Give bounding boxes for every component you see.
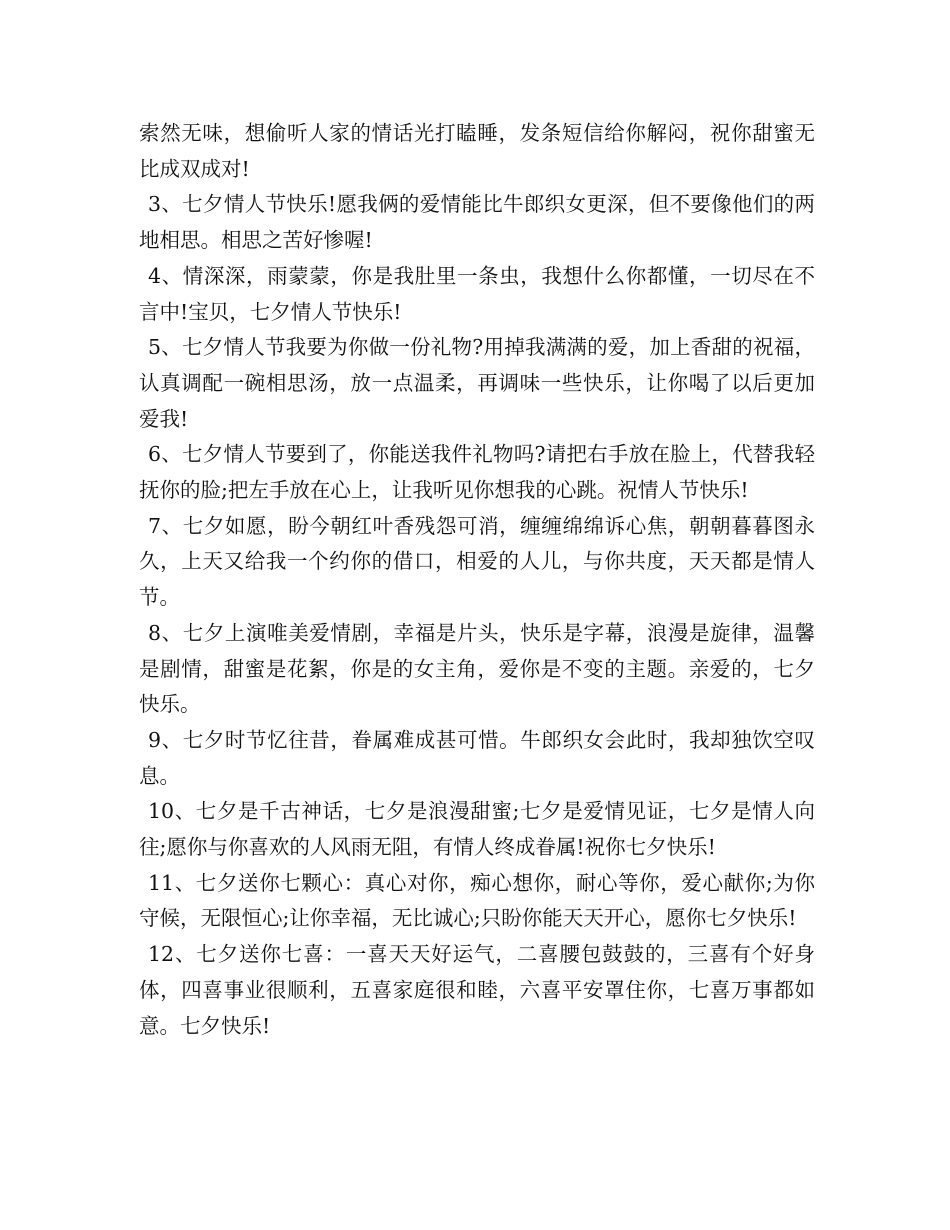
paragraph-item-11: 11、七夕送你七颗心：真心对你，痴心想你，耐心等你，爱心献你;为你守候，无限恒心;让你幸福，无比诚心;只盼你能天天开心，愿你七夕快乐! xyxy=(139,870,815,931)
paragraph-item-9: 9、七夕时节忆往昔，眷属难成甚可惜。牛郎织女会此时，我却独饮空叹息。 xyxy=(139,727,815,788)
paragraph-item-8: 8、七夕上演唯美爱情剧，幸福是片头，快乐是字幕，浪漫是旋律，温馨是剧情，甜蜜是花絮，你是的女主角，爱你是不变的主题。亲爱的，七夕快乐。 xyxy=(139,620,815,717)
paragraph-item-7: 7、七夕如愿，盼今朝红叶香残怨可消，缠缠绵绵诉心焦，朝朝暮暮图永久，上天又给我一个约你的借口，相爱的人儿，与你共度，天天都是情人节。 xyxy=(139,513,815,610)
paragraph-item-6: 6、七夕情人节要到了，你能送我件礼物吗?请把右手放在脸上，代替我轻抚你的脸;把左手放在心上，让我听见你想我的心跳。祝情人节快乐! xyxy=(139,442,815,503)
paragraph-continuation: 索然无味，想偷听人家的情话光打瞌睡，发条短信给你解闷，祝你甜蜜无比成双成对! xyxy=(139,121,815,181)
paragraph-item-10: 10、七夕是千古神话，七夕是浪漫甜蜜;七夕是爱情见证，七夕是情人向往;愿你与你喜欢的人风雨无阻，有情人终成眷属!祝你七夕快乐! xyxy=(139,799,815,860)
document-body xyxy=(139,116,815,1044)
paragraph-item-12: 12、七夕送你七喜：一喜天天好运气，二喜腰包鼓鼓的，三喜有个好身体，四喜事业很顺利，五喜家庭很和睦，六喜平安罩住你，七喜万事都如意。七夕快乐! xyxy=(139,942,815,1038)
paragraph-item-3: 3、七夕情人节快乐!愿我俩的爱情能比牛郎织女更深，但不要像他们的两地相思。相思之苦好惨喔! xyxy=(139,192,815,253)
paragraph-item-5: 5、七夕情人节我要为你做一份礼物?用掉我满满的爱，加上香甜的祝福，认真调配一碗相思汤，放一点温柔，再调味一些快乐，让你喝了以后更加爱我! xyxy=(139,335,815,431)
paragraph-item-4: 4、情深深，雨蒙蒙，你是我肚里一条虫，我想什么你都懂，一切尽在不言中!宝贝，七夕情人节快乐! xyxy=(139,263,815,324)
